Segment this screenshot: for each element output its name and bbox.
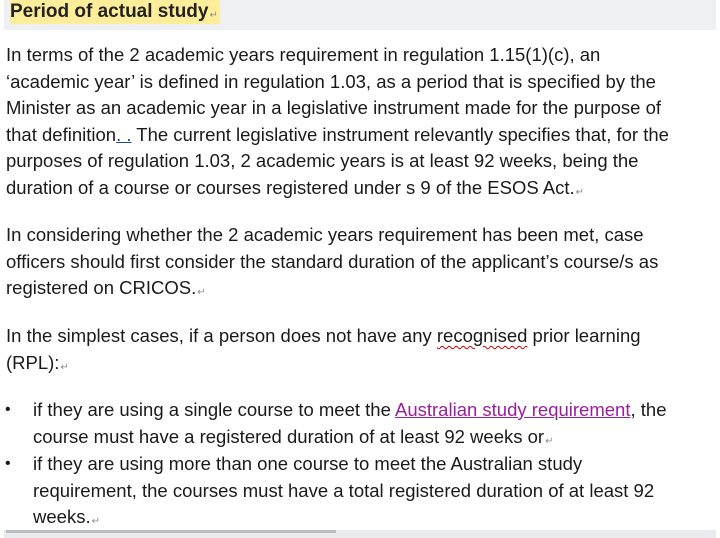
paragraph-mark-icon: ↵ <box>197 287 206 298</box>
text-line: officers should first consider the standard duration of the applicant’s course/s as <box>6 250 659 272</box>
text-line: registered on CRICOS.↵ <box>6 277 206 298</box>
text-line: In the simplest cases, if a person does not have any recognised prior learning <box>6 325 641 346</box>
text-line: that definition. . The current legislative instrument relevantly specifies that, for the <box>6 123 669 145</box>
heading-bar <box>4 0 716 30</box>
paragraph-mark-icon: ↵ <box>545 435 554 447</box>
text-line: if they are using a single course to meet the Australian study requirement, the <box>33 399 667 420</box>
paragraph-mark-icon: ↵ <box>209 10 218 21</box>
paragraph-academic-year <box>6 42 718 201</box>
paragraph-mark-icon: ↵ <box>575 186 585 198</box>
paragraph-mark-icon: ↵ <box>91 516 100 527</box>
text-line: requirement, the courses must have a total registered duration of at least 92 <box>33 479 655 501</box>
section-heading-text: Period of actual study <box>10 1 209 22</box>
footnote-link[interactable]: . . <box>116 123 132 145</box>
list-item-text <box>33 451 654 531</box>
bullet-icon: • <box>5 401 11 418</box>
text-line: (RPL):↵ <box>6 351 69 373</box>
list-item-text <box>33 397 666 450</box>
text-line: purposes of regulation 1.03, 2 academic years is at least 92 weeks, being the <box>6 150 639 171</box>
text-line: ‘academic year’ is defined in regulation 1.03, as a period that is specified by the <box>6 70 656 92</box>
text-line: duration of a course or courses registered under s 9 of the ESOS Act.↵ <box>6 176 585 198</box>
text-line: weeks.↵ <box>33 506 100 527</box>
next-section-heading-bar <box>4 530 716 538</box>
text-line: In terms of the 2 academic years requirement in regulation 1.15(1)(c), an <box>6 44 601 65</box>
text-line: course must have a registered duration of at least 92 weeks or↵ <box>33 425 554 447</box>
paragraph-simplest-cases <box>6 323 718 376</box>
paragraph-mark-icon: ↵ <box>60 361 69 373</box>
paragraph-cricos-duration <box>6 222 718 302</box>
text-line: if they are using more than one course to meet the Australian study <box>33 453 583 474</box>
text-line: Minister as an academic year in a legislative instrument made for the purpose of <box>6 97 662 118</box>
bullet-icon: • <box>5 455 11 472</box>
spelling-flag[interactable]: recognised <box>436 325 528 346</box>
next-section-heading-cropped <box>6 530 336 533</box>
australian-study-requirement-link[interactable]: Australian study requirement <box>395 399 631 420</box>
text-line: In considering whether the 2 academic years requirement has been met, case <box>6 224 644 245</box>
section-heading <box>10 0 220 24</box>
